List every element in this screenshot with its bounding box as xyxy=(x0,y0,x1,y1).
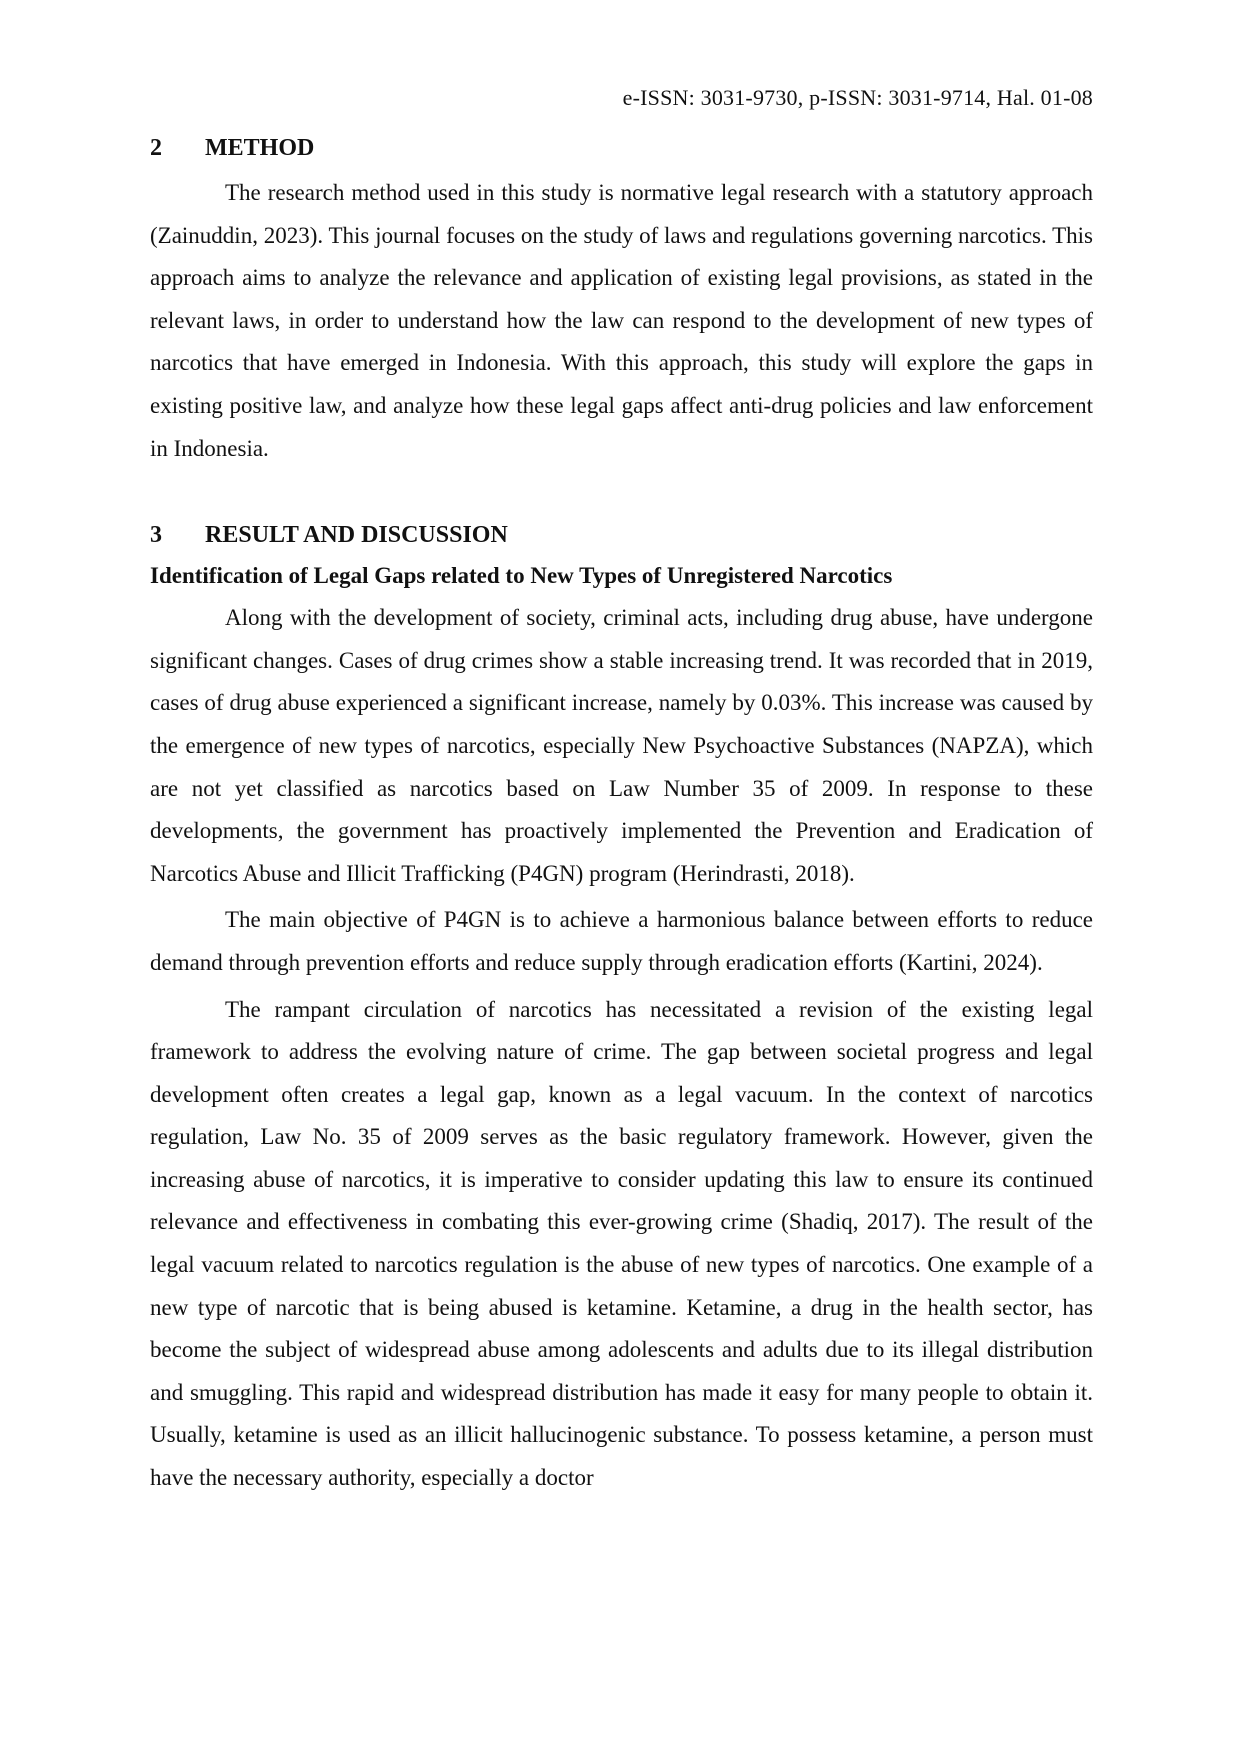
paragraph-results-1: Along with the development of society, criminal acts, including drug abuse, have undergone significant changes. Cases of drug crimes show a stable increasing trend. It was recorded that in 2019, cases of drug abuse experienced a significant increase, namely by 0.03%. This increase was caused by the emergence of new types of narcotics, especially New Psychoactive Substances (NAPZA), which are not yet classified as narcotics based on Law Number 35 of 2009. In response to these developments, the government has proactively implemented the Prevention and Eradication of Narcotics Abuse and Illicit Trafficking (P4GN) program (Herindrasti, 2018). xyxy=(150,605,1093,886)
section-title-results: RESULT AND DISCUSSION xyxy=(205,522,508,549)
paragraph-results-2: The main objective of P4GN is to achieve a harmonious balance between efforts to reduce demand through prevention efforts and reduce supply through eradication efforts (Kartini, 2024). xyxy=(150,907,1093,975)
subsection-heading-legal-gaps: Identification of Legal Gaps related to New Types of Unregistered Narcotics xyxy=(150,563,893,589)
paragraph-results-3: The rampant circulation of narcotics has necessitated a revision of the existing legal framework to address the evolving nature of crime. The gap between societal progress and legal development often creates a legal gap, known as a legal vacuum. In the context of narcotics regulation, Law No. 35 of 2009 serves as the basic regulatory framework. However, given the increasing abuse of narcotics, it is imperative to consider updating this law to ensure its continued relevance and effectiveness in combating this ever-growing crime (Shadiq, 2017). The result of the legal vacuum related to narcotics regulation is the abuse of new types of narcotics. One example of a new type of narcotic that is being abused is ketamine. Ketamine, a drug in the health sector, has become the subject of widespread abuse among adolescents and adults due to its illegal distribution and smuggling. This rapid and widespread distribution has made it easy for many people to obtain it. Usually, ketamine is used as an illicit hallucinogenic substance. To possess ketamine, a person must have the necessary authority, especially a doctor xyxy=(150,996,1093,1491)
section-number-method: 2 xyxy=(150,135,162,161)
section-title-method: METHOD xyxy=(205,135,315,161)
section-heading-method xyxy=(150,133,1093,163)
paragraph-method: The research method used in this study is normative legal research with a statutory approach (Zainuddin, 2023). This journal focuses on the study of laws and regulations governing narcotics. This approach aims to analyze the relevance and application of existing legal provisions, as stated in the relevant laws, in order to understand how the law can respond to the development of new types of narcotics that have emerged in Indonesia. With this approach, this study will explore the gaps in existing positive law, and analyze how these legal gaps affect anti-drug policies and law enforcement in Indonesia. xyxy=(150,180,1093,461)
journal-issn-header: e-ISSN: 3031-9730, p-ISSN: 3031-9714, Hal. 01-08 xyxy=(622,85,1093,110)
section-number-results: 3 xyxy=(150,522,162,549)
section-heading-results xyxy=(150,520,1093,550)
